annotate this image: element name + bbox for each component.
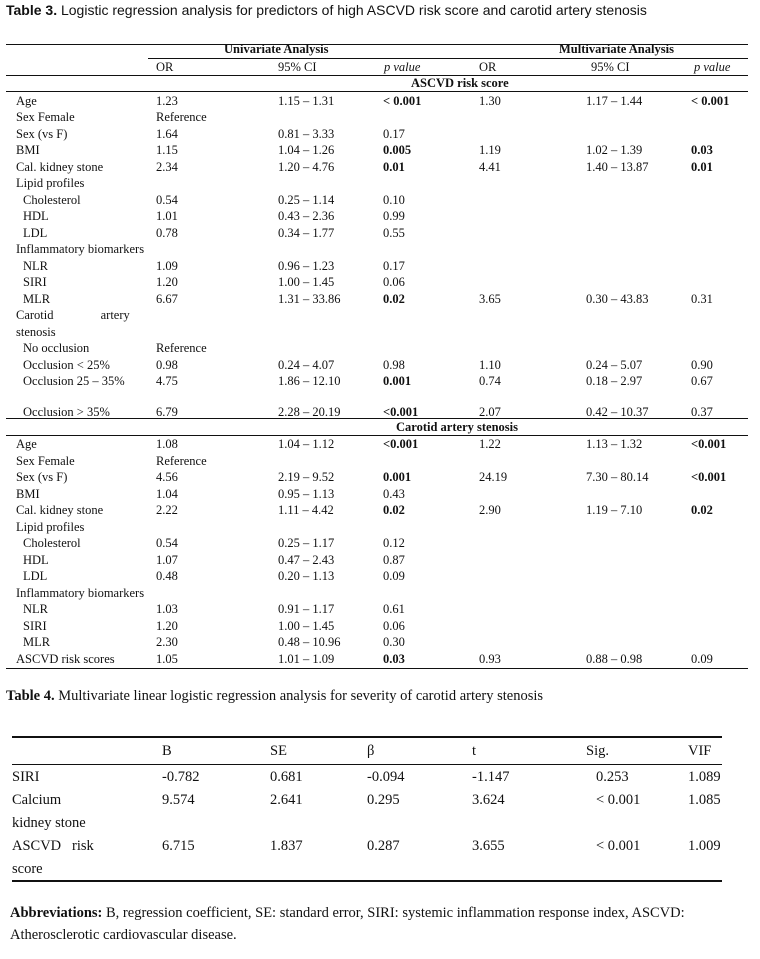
row-label: LDL	[23, 569, 48, 583]
col-p2: p value	[694, 59, 731, 74]
row-label: SIRI	[23, 618, 47, 633]
cell-or2: 1.30	[479, 93, 501, 108]
col-p1: p value	[384, 59, 421, 74]
row-label: Age	[16, 93, 37, 108]
cell-ci2: 0.30 – 43.83	[586, 291, 649, 306]
cell-p1: 0.30	[383, 635, 405, 649]
multivariate-header: Multivariate Analysis	[559, 42, 674, 56]
table-row	[12, 766, 722, 789]
cell-p1: 0.61	[383, 602, 405, 616]
cell-or2: 1.19	[479, 143, 501, 157]
table-row	[6, 192, 748, 209]
cell-or1: 1.01	[156, 209, 178, 223]
cell-p2: 0.37	[691, 404, 713, 419]
univariate-header: Univariate Analysis	[224, 42, 329, 56]
table4-cell: 0.253	[596, 769, 629, 785]
row-label-cont: score	[12, 861, 43, 877]
cell-p2: 0.03	[691, 143, 713, 157]
cell-or2: 24.19	[479, 470, 508, 484]
table-row	[12, 789, 722, 835]
cell-ci1: 0.91 – 1.17	[278, 602, 335, 616]
row-label: Lipid profiles	[16, 519, 85, 534]
cell-ci2: 0.42 – 10.37	[586, 404, 649, 419]
table4-cell: 3.624	[472, 792, 505, 808]
cell-ci1: 1.04 – 1.26	[278, 143, 335, 157]
cell-ci1: 0.25 – 1.17	[278, 536, 335, 550]
cell-or1: 6.67	[156, 291, 178, 306]
cell-ci1: 1.11 – 4.42	[278, 503, 334, 517]
row-label: BMI	[16, 143, 40, 157]
col-ci2: 95% CI	[591, 59, 630, 74]
cell-or2: 0.74	[479, 374, 501, 388]
col-or2: OR	[479, 59, 497, 74]
row-label: SIRI	[12, 769, 40, 785]
cell-or1: 4.75	[156, 374, 178, 388]
cell-or1: 1.08	[156, 437, 178, 451]
section-carotid	[6, 419, 748, 436]
table4-cell: 3.655	[472, 838, 505, 854]
cell-or1: Reference	[156, 341, 207, 355]
table4-bottom-rule	[12, 880, 722, 882]
row-label: NLR	[23, 602, 48, 616]
cell-p1: 0.005	[383, 143, 412, 157]
row-label: NLR	[23, 258, 48, 273]
cell-or1: 0.98	[156, 357, 178, 372]
cell-or1: 0.48	[156, 569, 178, 583]
cell-ci2: 1.13 – 1.32	[586, 437, 643, 451]
cell-ci1: 2.28 – 20.19	[278, 404, 341, 419]
table3	[6, 38, 748, 666]
table-row	[6, 486, 748, 503]
cell-or1: Reference	[156, 453, 207, 468]
row-label: HDL	[23, 552, 49, 567]
table-row	[6, 274, 748, 291]
table-row	[6, 225, 748, 242]
cell-p1: <0.001	[383, 437, 419, 451]
cell-ci1: 1.86 – 12.10	[278, 374, 341, 388]
cell-p1: 0.87	[383, 552, 405, 567]
cell-ci2: 1.02 – 1.39	[586, 143, 643, 157]
cell-p1: 0.09	[383, 569, 405, 583]
cell-ci1: 1.20 – 4.76	[278, 159, 335, 174]
table4-body	[12, 766, 722, 881]
table3-caption-label: Table 3.	[6, 2, 58, 18]
row-label: Occlusion > 35%	[23, 404, 110, 419]
table3-section2-body	[6, 436, 748, 667]
cell-or2: 4.41	[479, 159, 501, 174]
table-row	[6, 601, 748, 618]
row-label: Calcium	[12, 792, 62, 808]
table-row	[6, 93, 748, 110]
table4-header-row	[12, 740, 722, 763]
row-label: No occlusion	[23, 341, 90, 355]
cell-ci1: 1.00 – 1.45	[278, 618, 335, 633]
row-label: Sex (vs F)	[16, 470, 68, 484]
table4-col-header: Sig.	[586, 743, 609, 759]
cell-ci2: 1.19 – 7.10	[586, 503, 643, 517]
cell-or1: 1.20	[156, 275, 178, 289]
cell-p1: 0.001	[383, 470, 412, 484]
table3-bottom-rule	[6, 668, 748, 669]
row-label: ASCVD risk	[12, 838, 94, 854]
table-row	[6, 552, 748, 569]
cell-or1: 1.07	[156, 552, 178, 567]
cell-or1: 1.04	[156, 486, 178, 501]
row-label: SIRI	[23, 275, 47, 289]
table-row	[6, 357, 748, 374]
cell-p2: 0.67	[691, 374, 713, 388]
row-label: ASCVD risk scores	[16, 651, 115, 666]
cell-p1: 0.17	[383, 258, 405, 273]
table4-cell: 1.837	[270, 838, 303, 854]
cell-ci2: 0.24 – 5.07	[586, 357, 643, 372]
row-label: LDL	[23, 225, 48, 240]
table-row	[6, 373, 748, 390]
section-carotid-label: Carotid artery stenosis	[396, 420, 518, 434]
cell-ci1: 0.95 – 1.13	[278, 486, 335, 501]
cell-p1: 0.12	[383, 536, 405, 550]
table4-col-header: B	[162, 743, 172, 759]
row-label: Sex Female	[16, 453, 75, 468]
table4-caption-text: Multivariate linear logistic regression analysis for severity of carotid artery stenosis	[54, 688, 544, 704]
cell-or1: 1.03	[156, 602, 178, 616]
table-row	[6, 324, 748, 341]
cell-ci1: 1.04 – 1.12	[278, 437, 335, 451]
table4-cell: 1.085	[688, 792, 721, 808]
table-row	[6, 568, 748, 585]
cell-p2: 0.90	[691, 357, 713, 372]
row-label: Sex Female	[16, 110, 75, 124]
table4-cell: 6.715	[162, 838, 195, 854]
table4-cell: < 0.001	[596, 792, 641, 808]
table-row	[6, 241, 748, 258]
cell-or1: 2.30	[156, 635, 178, 649]
table-row	[6, 258, 748, 275]
cell-p1: 0.10	[383, 192, 405, 207]
cell-p1: 0.01	[383, 159, 405, 174]
cell-p1: 0.55	[383, 225, 405, 240]
cell-or2: 3.65	[479, 291, 501, 306]
table4-col-header: β	[367, 743, 375, 759]
row-label: BMI	[16, 486, 40, 501]
table4-cell: -1.147	[472, 769, 510, 785]
cell-ci1: 2.19 – 9.52	[278, 470, 335, 484]
row-label: Cholesterol	[23, 536, 81, 550]
cell-ci2: 1.40 – 13.87	[586, 159, 649, 174]
table-row	[6, 519, 748, 536]
row-label: HDL	[23, 209, 49, 223]
row-label: Inflammatory biomarkers	[16, 242, 145, 256]
cell-ci2: 7.30 – 80.14	[586, 470, 649, 484]
row-label: MLR	[23, 635, 51, 649]
cell-or2: 2.07	[479, 404, 501, 419]
table-row	[6, 651, 748, 668]
cell-ci1: 1.31 – 33.86	[278, 291, 341, 306]
cell-ci1: 0.25 – 1.14	[278, 192, 335, 207]
cell-p1: 0.06	[383, 275, 405, 289]
cell-p2: <0.001	[691, 470, 727, 484]
table4-cell: 1.009	[688, 838, 721, 854]
table3-caption-text: Logistic regression analysis for predictors of high ASCVD risk score and carotid artery stenosis	[57, 2, 647, 18]
cell-ci1: 1.15 – 1.31	[278, 93, 335, 108]
cell-p1: <0.001	[383, 404, 419, 419]
table-row	[6, 291, 748, 308]
row-label: Carotid artery	[16, 308, 130, 322]
cell-ci1: 0.48 – 10.96	[278, 635, 341, 649]
cell-or1: 6.79	[156, 404, 178, 419]
cell-or1: 1.23	[156, 93, 178, 108]
col-or1: OR	[156, 59, 174, 74]
table4-header-rule	[12, 764, 722, 765]
cell-or2: 1.10	[479, 357, 501, 372]
table4-cell: < 0.001	[596, 838, 641, 854]
cell-p2: < 0.001	[691, 93, 730, 108]
table4-col-header: t	[472, 743, 477, 759]
cell-p1: 0.06	[383, 618, 405, 633]
table3-caption	[6, 2, 746, 19]
table-row	[6, 502, 748, 519]
table-row	[6, 585, 748, 602]
cell-ci1: 0.20 – 1.13	[278, 569, 335, 583]
cell-p2: 0.31	[691, 291, 713, 306]
cell-p2: <0.001	[691, 437, 727, 451]
cell-p1: < 0.001	[383, 93, 422, 108]
cell-ci1: 1.01 – 1.09	[278, 651, 335, 666]
cell-or1: 1.20	[156, 618, 178, 633]
cell-ci1: 0.81 – 3.33	[278, 126, 335, 141]
table-row	[6, 159, 748, 176]
cell-ci1: 1.00 – 1.45	[278, 275, 335, 289]
table-row	[6, 535, 748, 552]
row-label: stenosis	[16, 324, 56, 339]
col-ci1: 95% CI	[278, 59, 317, 74]
table4-cell: 9.574	[162, 792, 195, 808]
cell-or2: 2.90	[479, 503, 501, 517]
table-row	[6, 208, 748, 225]
table-row	[6, 109, 748, 126]
row-label: Cal. kidney stone	[16, 503, 104, 517]
table4-cell: 0.287	[367, 838, 400, 854]
table-row	[6, 436, 748, 453]
cell-or1: Reference	[156, 110, 207, 124]
table4-cell: 0.681	[270, 769, 303, 785]
row-label: Cholesterol	[23, 192, 81, 207]
table4-caption-label: Table 4.	[6, 688, 55, 704]
cell-ci2: 0.88 – 0.98	[586, 651, 643, 666]
row-label: Sex (vs F)	[16, 126, 68, 141]
cell-p2: 0.02	[691, 503, 713, 517]
table4-caption	[6, 688, 543, 705]
cell-or1: 0.78	[156, 225, 178, 240]
table4-col-header: VIF	[688, 743, 712, 759]
table4-cell: 0.295	[367, 792, 400, 808]
cell-ci1: 0.43 – 2.36	[278, 209, 335, 223]
cell-ci1: 0.96 – 1.23	[278, 258, 335, 273]
cell-p1: 0.99	[383, 209, 405, 223]
table4-cell: 2.641	[270, 792, 303, 808]
cell-p1: 0.98	[383, 357, 405, 372]
cell-or1: 0.54	[156, 536, 178, 550]
table3-col-header	[6, 59, 748, 76]
cell-p1: 0.03	[383, 651, 405, 666]
cell-or1: 1.05	[156, 651, 178, 666]
abbreviations-text: B, regression coefficient, SE: standard error, SIRI: systemic inflammation response index, ASCVD: Atherosclerotic cardiovascular disease.	[10, 905, 685, 943]
row-label: Lipid profiles	[16, 176, 85, 190]
cell-or1: 2.34	[156, 159, 178, 174]
table-row	[6, 453, 748, 470]
cell-p1: 0.001	[383, 374, 412, 388]
section-ascvd-label: ASCVD risk score	[411, 76, 509, 90]
table4-cell: -0.094	[367, 769, 405, 785]
cell-or1: 4.56	[156, 470, 178, 484]
cell-or1: 2.22	[156, 503, 178, 517]
cell-or1: 1.15	[156, 143, 178, 157]
table-row	[6, 340, 748, 357]
table3-section1-body	[6, 93, 748, 421]
cell-or1: 1.09	[156, 258, 178, 273]
cell-ci1: 0.34 – 1.77	[278, 225, 335, 240]
cell-ci1: 0.24 – 4.07	[278, 357, 335, 372]
cell-ci2: 1.17 – 1.44	[586, 93, 643, 108]
table-row	[6, 142, 748, 159]
table-row	[6, 126, 748, 143]
table3-group-header	[6, 41, 748, 58]
cell-ci2: 0.18 – 2.97	[586, 374, 643, 388]
cell-ci1: 0.47 – 2.43	[278, 552, 335, 567]
row-label: MLR	[23, 291, 51, 306]
cell-or2: 1.22	[479, 437, 501, 451]
table-row	[12, 835, 722, 881]
cell-p1: 0.02	[383, 503, 405, 517]
cell-p2: 0.01	[691, 159, 713, 174]
table4-top-rule	[12, 736, 722, 738]
row-label: Occlusion < 25%	[23, 357, 110, 372]
row-label: Inflammatory biomarkers	[16, 585, 145, 600]
table-row	[6, 469, 748, 486]
table-row	[6, 175, 748, 192]
cell-p1: 0.02	[383, 291, 405, 306]
cell-p1: 0.43	[383, 486, 405, 501]
table-row	[6, 634, 748, 651]
cell-or1: 1.64	[156, 126, 178, 141]
table4-col-header: SE	[270, 743, 287, 759]
abbreviations-label: Abbreviations:	[10, 905, 103, 921]
cell-or2: 0.93	[479, 651, 501, 666]
row-label: Age	[16, 437, 37, 451]
row-label: Cal. kidney stone	[16, 159, 104, 174]
table4	[12, 736, 722, 877]
table-row	[6, 307, 748, 324]
cell-p1: 0.17	[383, 126, 405, 141]
section-ascvd	[6, 75, 748, 92]
table-row	[6, 618, 748, 635]
table4-cell: -0.782	[162, 769, 200, 785]
table4-cell: 1.089	[688, 769, 721, 785]
row-label: Occlusion 25 – 35%	[23, 374, 125, 388]
cell-or1: 0.54	[156, 192, 178, 207]
cell-p2: 0.09	[691, 651, 713, 666]
abbreviations	[10, 902, 750, 946]
row-label-cont: kidney stone	[12, 815, 86, 831]
